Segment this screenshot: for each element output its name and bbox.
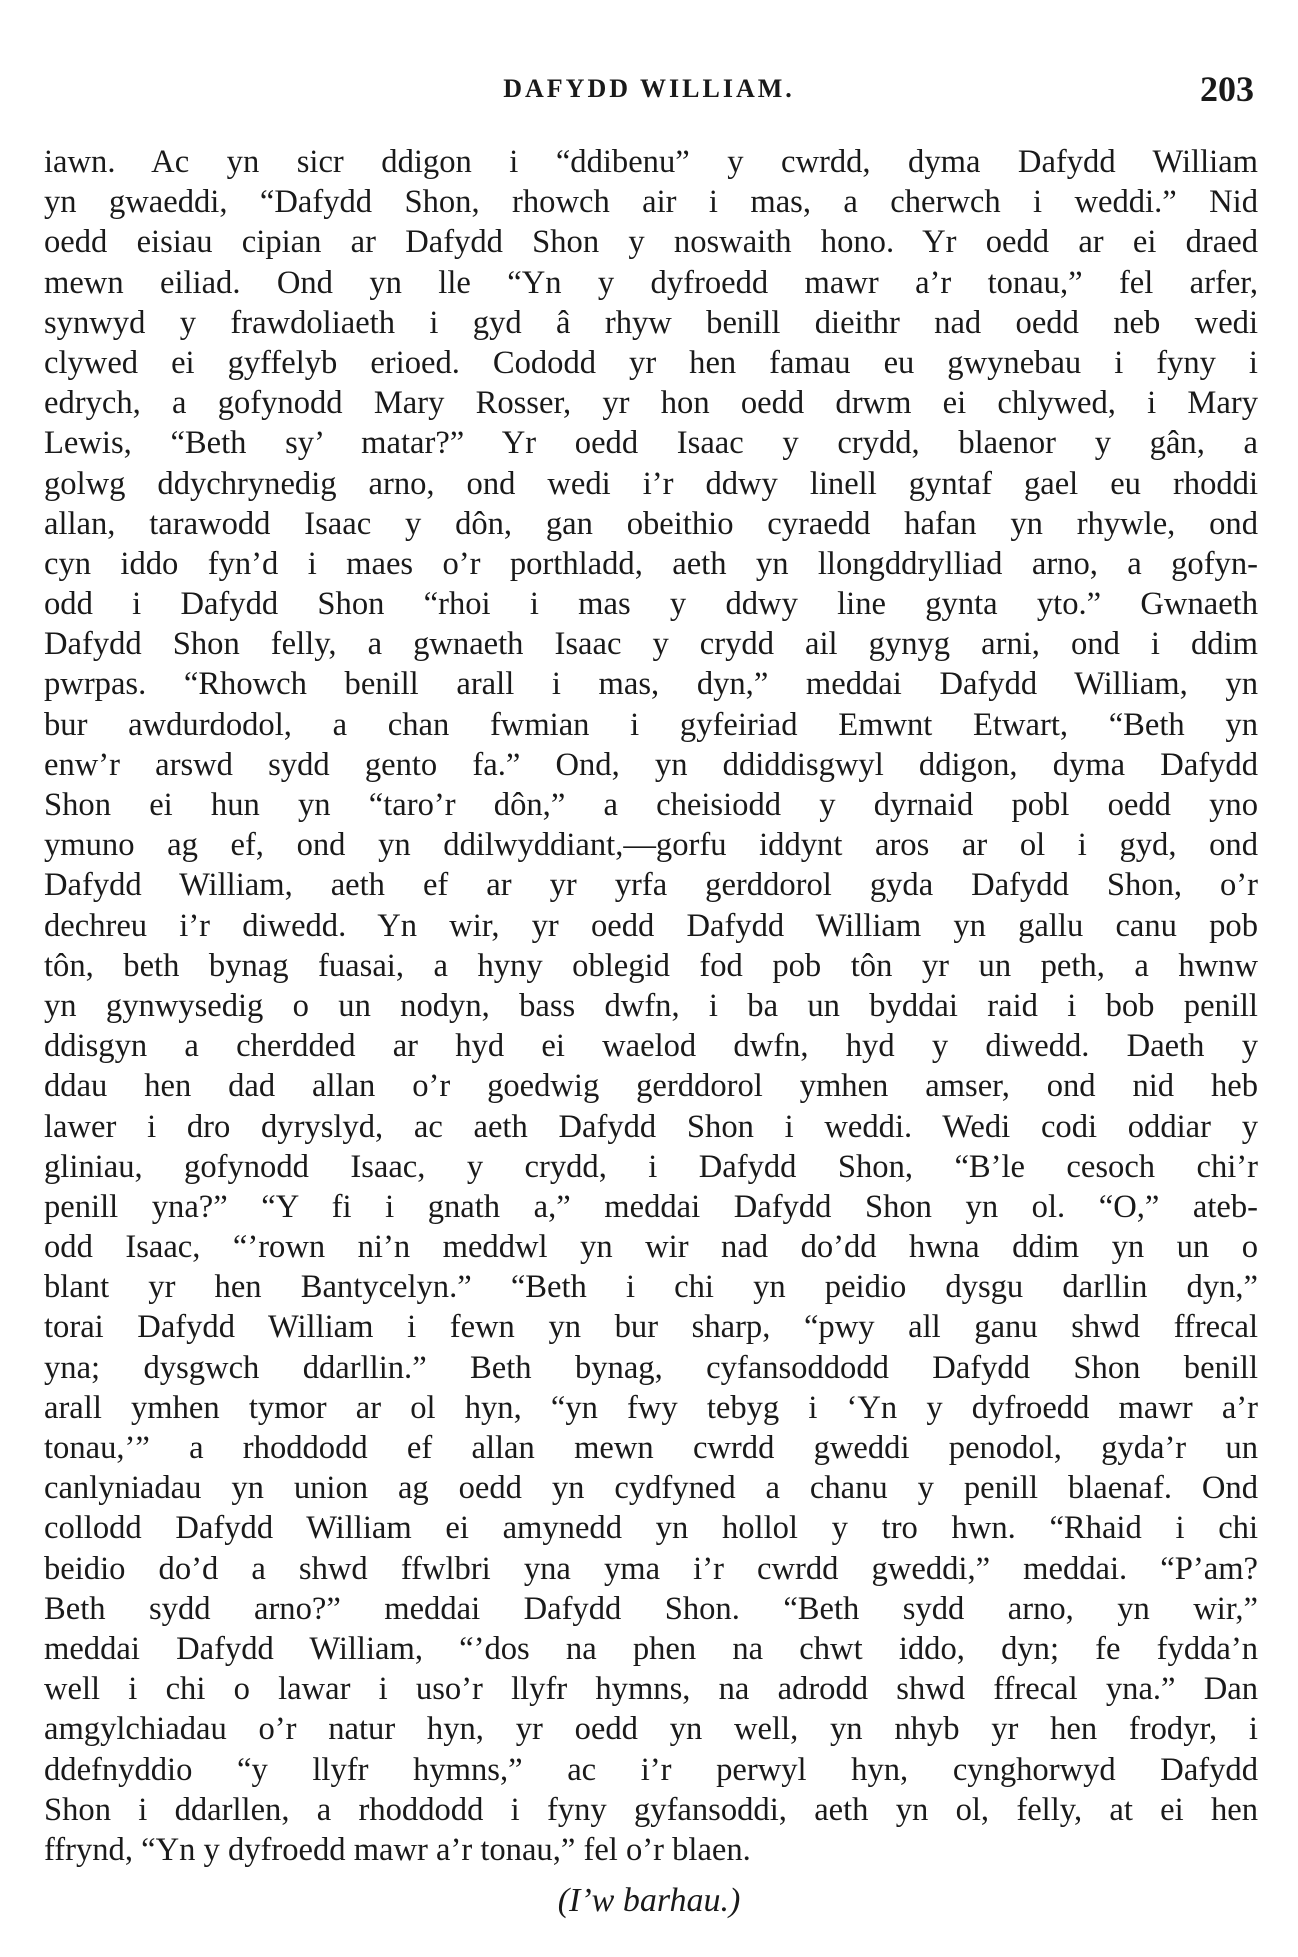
text-line: allan, tarawodd Isaac y dôn, gan obeithio cyraedd hafan yn rhywle, ond xyxy=(44,505,1258,542)
text-line: ffrynd, “Yn y dyfroedd mawr a’r tonau,” fel o’r blaen. xyxy=(44,1831,751,1868)
text-line: pwrpas. “Rhowch benill arall i mas, dyn,” meddai Dafydd William, yn xyxy=(44,666,1258,703)
text-line: Shon ei hun yn “taro’r dôn,” a cheisiodd y dyrnaid pobl oedd yno xyxy=(44,787,1258,823)
text-line: clywed ei gyffelyb erioed. Cododd yr hen famau eu gwynebau i fyny i xyxy=(44,344,1258,381)
text-line: oedd eisiau cipian ar Dafydd Shon y noswaith hono. Yr oedd ar ei draed xyxy=(44,224,1258,261)
text-line: torai Dafydd William i fewn yn bur sharp, “pwy all ganu shwd ffrecal xyxy=(44,1309,1258,1346)
text-line: well i chi o lawar i uso’r llyfr hymns, na adrodd shwd ffrecal yna.” Dan xyxy=(44,1671,1258,1708)
text-line: Lewis, “Beth sy’ matar?” Yr oedd Isaac y crydd, blaenor y gân, a xyxy=(44,425,1258,462)
text-line: mewn eiliad. Ond yn lle “Yn y dyfroedd mawr a’r tonau,” fel arfer, xyxy=(44,264,1258,301)
text-line: yn gwaeddi, “Dafydd Shon, rhowch air i mas, a cherwch i weddi.” Nid xyxy=(44,184,1258,221)
text-line: odd i Dafydd Shon “rhoi i mas y ddwy line gynta yto.” Gwnaeth xyxy=(44,586,1258,623)
text-line: tôn, beth bynag fuasai, a hyny oblegid fod pob tôn yr un peth, a hwnw xyxy=(44,947,1258,984)
text-line: ddefnyddio “y llyfr hymns,” ac i’r perwyl hyn, cynghorwyd Dafydd xyxy=(44,1751,1258,1788)
body-paragraph xyxy=(44,142,1258,1870)
text-line: arall ymhen tymor ar ol hyn, “yn fwy tebyg i ‘Yn y dyfroedd mawr a’r xyxy=(44,1389,1258,1426)
text-line: collodd Dafydd William ei amynedd yn hollol y tro hwn. “Rhaid i chi xyxy=(44,1510,1258,1547)
page-number: 203 xyxy=(1200,69,1254,109)
text-line: canlyniadau yn union ag oedd yn cydfyned a chanu y penill blaenaf. Ond xyxy=(44,1470,1258,1507)
text-line: beidio do’d a shwd ffwlbri yna yma i’r cwrdd gweddi,” meddai. “P’am? xyxy=(44,1550,1258,1587)
text-line: Dafydd William, aeth ef ar yr yrfa gerddorol gyda Dafydd Shon, o’r xyxy=(44,867,1258,904)
text-line: ddisgyn a cherdded ar hyd ei waelod dwfn, hyd y diwedd. Daeth y xyxy=(44,1028,1258,1065)
text-line: enw’r arswd sydd gento fa.” Ond, yn ddiddisgwyl ddigon, dyma Dafydd xyxy=(44,746,1258,783)
text-line: synwyd y frawdoliaeth i gyd â rhyw benill dieithr nad oedd neb wedi xyxy=(44,304,1258,341)
text-line: blant yr hen Bantycelyn.” “Beth i chi yn peidio dysgu darllin dyn,” xyxy=(44,1269,1258,1306)
text-line: Beth sydd arno?” meddai Dafydd Shon. “Beth sydd arno, yn wir,” xyxy=(44,1590,1258,1627)
text-line: lawer i dro dyryslyd, ac aeth Dafydd Shon i weddi. Wedi codi oddiar y xyxy=(44,1108,1258,1145)
text-line: golwg ddychrynedig arno, ond wedi i’r ddwy linell gyntaf gael eu rhoddi xyxy=(44,465,1258,502)
text-line: Dafydd Shon felly, a gwnaeth Isaac y crydd ail gynyg arni, ond i ddim xyxy=(44,626,1258,663)
running-title: DAFYDD WILLIAM. xyxy=(503,74,795,103)
to-be-continued: (I’w barhau.) xyxy=(557,1882,741,1919)
running-head xyxy=(44,68,1254,108)
text-line: yn gynwysedig o un nodyn, bass dwfn, i ba un byddai raid i bob penill xyxy=(44,987,1258,1024)
text-line: bur awdurdodol, a chan fwmian i gyfeiriad Emwnt Etwart, “Beth yn xyxy=(44,706,1258,743)
text-line: dechreu i’r diwedd. Yn wir, yr oedd Dafydd William yn gallu canu pob xyxy=(44,907,1258,944)
text-line: edrych, a gofynodd Mary Rosser, yr hon oedd drwm ei chlywed, i Mary xyxy=(44,385,1258,422)
text-line: ymuno ag ef, ond yn ddilwyddiant,—gorfu iddynt aros ar ol i gyd, ond xyxy=(44,827,1258,864)
text-line: amgylchiadau o’r natur hyn, yr oedd yn well, yn nhyb yr hen frodyr, i xyxy=(44,1711,1258,1748)
text-line: ddau hen dad allan o’r goedwig gerddorol ymhen amser, ond nid heb xyxy=(44,1068,1258,1105)
text-line: tonau,’” a rhoddodd ef allan mewn cwrdd gweddi penodol, gyda’r un xyxy=(44,1430,1258,1466)
text-line: Shon i ddarllen, a rhoddodd i fyny gyfansoddi, aeth yn ol, felly, at ei hen xyxy=(44,1791,1258,1828)
text-line: penill yna?” “Y fi i gnath a,” meddai Dafydd Shon yn ol. “O,” ateb- xyxy=(44,1188,1258,1225)
text-line: meddai Dafydd William, “’dos na phen na chwt iddo, dyn; fe fydda’n xyxy=(44,1630,1258,1667)
text-line: iawn. Ac yn sicr ddigon i “ddibenu” y cwrdd, dyma Dafydd William xyxy=(44,144,1258,180)
text-line: odd Isaac, “’rown ni’n meddwl yn wir nad do’dd hwna ddim yn un o xyxy=(44,1229,1258,1266)
text-line: yna; dysgwch ddarllin.” Beth bynag, cyfansoddodd Dafydd Shon benill xyxy=(44,1349,1258,1386)
text-line: gliniau, gofynodd Isaac, y crydd, i Dafydd Shon, “B’le cesoch chi’r xyxy=(44,1148,1258,1185)
text-line: cyn iddo fyn’d i maes o’r porthladd, aeth yn llongddrylliad arno, a gofyn- xyxy=(44,545,1258,582)
